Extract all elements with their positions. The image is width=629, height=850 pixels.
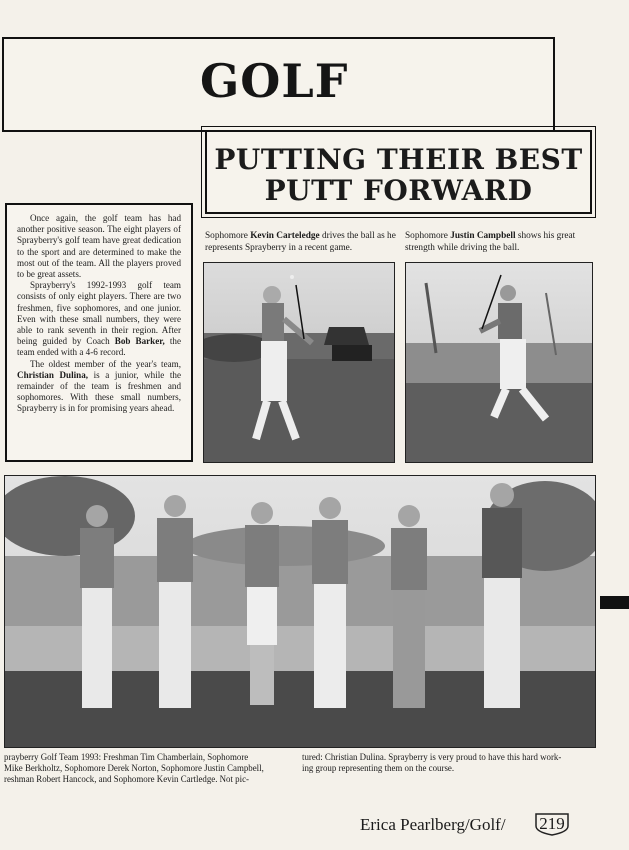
article-text: the team ended with a 4-6 record. <box>17 336 181 358</box>
article-text: is a junior, while the remainder of the team is freshmen and sophomores. With these small numbers, Sprayberry is in for promising years ahead. <box>17 369 181 414</box>
section-title: GOLF <box>200 54 349 108</box>
photo-1-caption <box>205 231 397 254</box>
article-paragraph-2 <box>17 280 181 358</box>
page-number: 219 <box>539 814 565 833</box>
article-text: The oldest member of the year's team, <box>30 358 181 369</box>
edge-tab-marker <box>600 596 629 609</box>
caption-line: tured: Christian Dulina. Sprayberry is very proud to have this hard work- <box>302 752 562 762</box>
golfer-swing-photo <box>204 263 395 463</box>
caption-line: reshman Robert Hancock, and Sophomore Kevin Cartledge. Not pic- <box>4 774 249 784</box>
article-paragraph-3 <box>17 359 181 415</box>
headline-line-2: PUTT FORWARD <box>264 174 533 207</box>
caption-line: prayberry Golf Team 1993: Freshman Tim Chamberlain, Sophomore <box>4 752 249 762</box>
photo-kevin-swing <box>203 262 395 463</box>
player-name: Kevin Carteledge <box>250 231 320 241</box>
caption-text: Sophomore <box>405 231 451 241</box>
caption-line: ing group representing them on the course. <box>302 763 455 773</box>
caption-text: shows his great strength while driving the ball. <box>405 231 576 253</box>
golfer-drive-photo <box>406 263 593 463</box>
photo-justin-swing <box>405 262 593 463</box>
team-photo <box>4 475 596 748</box>
article-text: Sprayberry's 1992-1993 golf team consists of only eight players. There are two freshmen, five sophomores, and one junior. Even with these small numbers, they were able to rank seventh in their region. After being guided by Coach <box>17 280 181 347</box>
page-credit: Erica Pearlberg/Golf/ <box>360 815 506 834</box>
article-body <box>5 203 193 462</box>
player-name: Christian Dulina, <box>17 369 89 380</box>
coach-name: Bob Barker, <box>114 336 165 347</box>
caption-text: Sophomore <box>205 231 251 241</box>
caption-text: drives the ball as he represents Sprayberry in a recent game. <box>205 231 396 253</box>
golf-team-group-photo <box>5 476 596 748</box>
caption-line: Mike Berkholtz, Sophomore Derek Norton, Sophomore Justin Campbell, <box>4 763 264 773</box>
player-name: Justin Campbell <box>450 231 516 241</box>
team-caption-column-1 <box>4 752 298 785</box>
headline-line-1: PUTTING THEIR BEST <box>214 143 583 176</box>
article-paragraph-1: Once again, the golf team has had another positive season. The eight players of Sprayberry's golf team have great dedication to the sport and are determined to make the most out of the team. All the players proved to be great assets. <box>17 213 181 280</box>
photo-2-caption <box>405 231 597 254</box>
team-caption-column-2 <box>302 752 596 774</box>
